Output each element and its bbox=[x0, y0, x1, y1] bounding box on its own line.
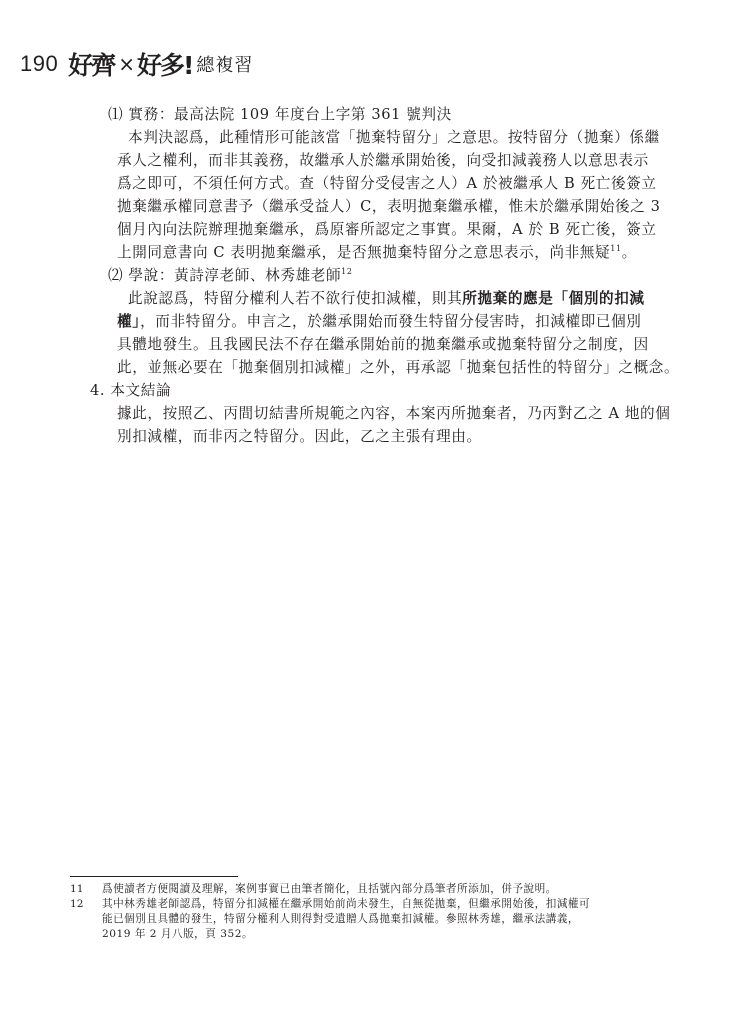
item1-title: ⑴ 實務：最高法院 109 年度台上字第 361 號判決 bbox=[108, 106, 452, 123]
item1-line-6-end: 。 bbox=[621, 244, 637, 261]
item2-line-3: 具體地發生。且我國民法不存在繼承開始前的拋棄繼承或拋棄特留分之制度，因 bbox=[117, 336, 649, 353]
item2-line-2 bbox=[117, 311, 642, 333]
footnote-12-line-1: 其中林秀雄老師認爲，特留分扣減權在繼承開始前尚未發生，自無從拋棄，但繼承開始後，扣減權可 bbox=[102, 898, 591, 910]
item2-title-line bbox=[108, 265, 353, 287]
page-number: 190 bbox=[20, 51, 59, 76]
section4-line-1: 據此，按照乙、丙間切結書所規範之內容，本案丙所拋棄者，乃丙對乙之 A 地的個 bbox=[117, 405, 671, 422]
item1-line-3: 爲之即可，不須任何方式。查（特留分受侵害之人）A 於被繼承人 B 死亡後簽立 bbox=[117, 175, 657, 192]
item2-line-2-bold: 權」 bbox=[117, 313, 141, 330]
section4-title: 4. 本文結論 bbox=[90, 382, 172, 399]
footnote-12-line-3: 2019 年 2 月八版，頁 352。 bbox=[102, 928, 254, 940]
footnote-divider bbox=[70, 876, 238, 877]
footnote-12-number: 12 bbox=[70, 898, 84, 910]
item2-title: ⑵ 學說：黃詩淳老師、林秀雄老師 bbox=[108, 267, 342, 284]
item1-line-1: 本判決認爲，此種情形可能該當「拋棄特留分」之意思。按特留分（拋棄）係繼 bbox=[128, 129, 660, 146]
footnote-11-text: 爲使讀者方便閱讀及理解，案例事實已由筆者簡化，且括號內部分爲筆者所添加，併予說明。 bbox=[102, 883, 557, 895]
brand-logo-part1: 好齊 bbox=[68, 51, 115, 80]
item2-line-1-plain: 此說認爲，特留分權利人若不欲行使扣減權，則其 bbox=[128, 290, 463, 307]
item1-line-5: 個月內向法院辦理拋棄繼承，爲原審所認定之事實。果爾，A 於 B 死亡後，簽立 bbox=[117, 221, 657, 238]
item1-line-4: 拋棄繼承權同意書予（繼承受益人）C，表明拋棄繼承權，惟未於繼承開始後之 3 bbox=[117, 198, 661, 215]
item2-line-1-bold: 所拋棄的應是「個別的扣減 bbox=[462, 290, 645, 307]
item1-line-6 bbox=[117, 242, 637, 264]
item1-line-2: 承人之權利，而非其義務，故繼承人於繼承開始後，向受扣減義務人以意思表示 bbox=[117, 152, 649, 169]
footnote-12-line-2: 能已個別且具體的發生，特留分權利人則得對受遺贈人爲拋棄扣減權。參照林秀雄，繼承法講義， bbox=[102, 913, 580, 925]
item2-line-4: 此，並無必要在「拋棄個別扣減權」之外，再承認「拋棄包括性的特留分」之概念。 bbox=[117, 359, 680, 376]
brand-times-sign: × bbox=[118, 52, 135, 76]
item2-line-1 bbox=[128, 288, 645, 310]
item2-line-2-plain: ，而非特留分。申言之，於繼承開始而發生特留分侵害時，扣減權即已個別 bbox=[140, 313, 642, 330]
footnote-11-number: 11 bbox=[70, 883, 84, 895]
page-header bbox=[20, 46, 253, 82]
section4-line-2: 別扣減權，而非丙之特留分。因此，乙之主張有理由。 bbox=[117, 428, 482, 445]
brand-logo-part2: 好多! bbox=[137, 51, 193, 80]
footnote-ref-11: 11 bbox=[610, 244, 622, 254]
footnote-ref-12: 12 bbox=[341, 267, 353, 277]
brand-suffix: 總複習 bbox=[196, 55, 254, 76]
item1-line-6-text: 上開同意書向 C 表明拋棄繼承，是否無拋棄特留分之意思表示，尚非無疑 bbox=[117, 244, 611, 261]
